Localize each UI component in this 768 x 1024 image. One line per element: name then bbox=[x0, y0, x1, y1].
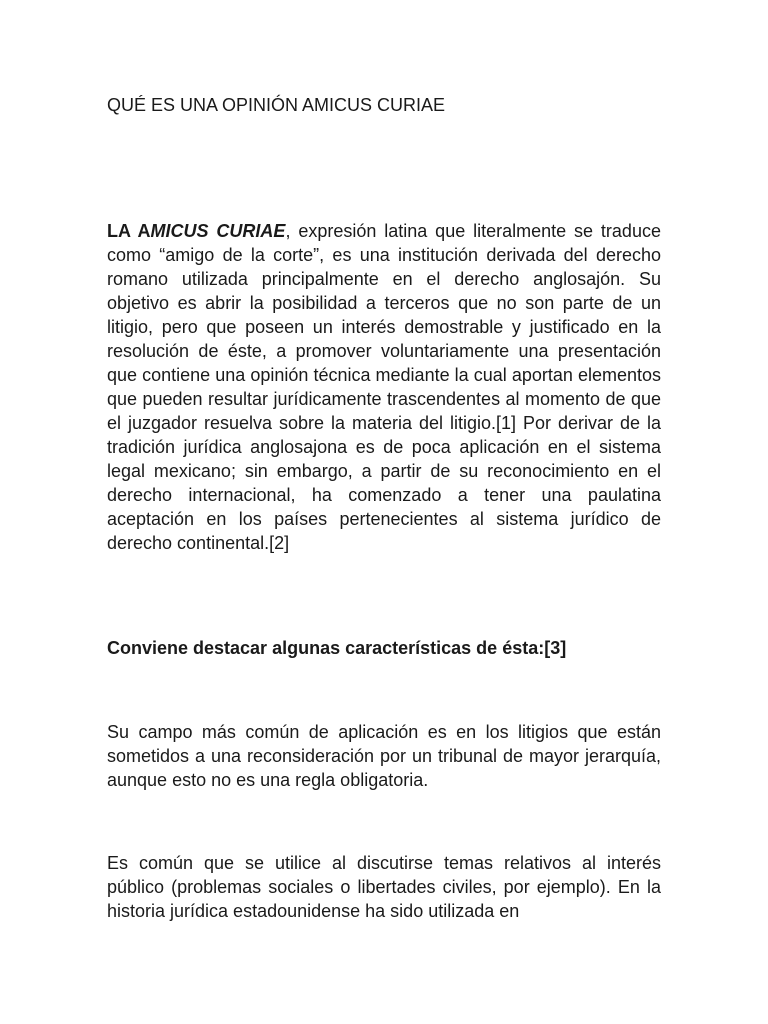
paragraph-definition bbox=[107, 219, 661, 555]
footnote-link-2[interactable]: [2] bbox=[269, 533, 290, 553]
paragraph-definition-text-a: , expresión latina que literalmente se traduce como “amigo de la corte”, es una institución derivada del derecho romano utilizada principalmente en el derecho anglosajón. Su objetivo es abrir la posibilidad a terceros que no son parte de un litigio, pero que poseen un interés demostrable y justificado en la resolución de éste, a promover voluntariamente una presentación que contiene una opinión técnica mediante la cual aportan elementos que pueden resultar jurídicamente trascendentes al momento de que el juzgador resuelva sobre la materia del litigio. bbox=[107, 221, 661, 433]
footnote-link-1[interactable]: [1] bbox=[496, 413, 517, 433]
paragraph-definition-text-b: Por derivar de la tradición jurídica anglosajona es de poca aplicación en el sistema legal mexicano; sin embargo, a partir de su reconocimiento en el derecho internacional, ha comenzado a tener una paulatina aceptación en los países pertenecientes al sistema jurídico de derecho continental. bbox=[107, 413, 661, 553]
paragraph-application: Su campo más común de aplicación es en los litigios que están sometidos a una reconsideración por un tribunal de mayor jerarquía, aunque esto no es una regla obligatoria. bbox=[107, 722, 661, 790]
lead-term bbox=[107, 221, 285, 241]
paragraph-public-interest: Es común que se utilice al discutirse temas relativos al interés público (problemas sociales o libertades civiles, por ejemplo). En la historia jurídica estadounidense ha sido utilizada en bbox=[107, 853, 661, 921]
section-heading-text: Conviene destacar algunas características de ésta: bbox=[107, 638, 545, 658]
lead-italic: MICUS CURIAE bbox=[150, 221, 286, 241]
lead-prefix: LA A bbox=[107, 221, 151, 241]
document-title: QUÉ ES UNA OPINIÓN AMICUS CURIAE bbox=[107, 95, 446, 115]
section-heading bbox=[107, 636, 661, 660]
footnote-link-3[interactable]: [3] bbox=[544, 638, 567, 658]
